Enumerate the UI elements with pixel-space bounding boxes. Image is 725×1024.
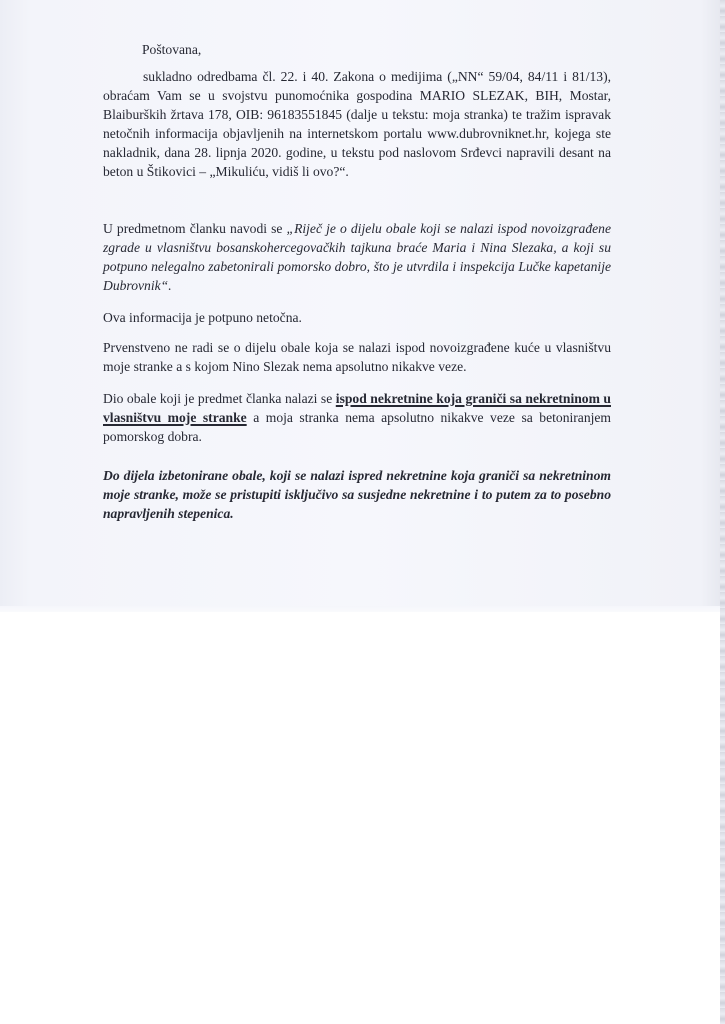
quoted-article-text: „Riječ je o dijelu obale koji se nalazi ispod novoizgrađene zgrade u vlasništvu bosanskohercegovačkih tajkuna braće Maria i Nina Slezaka, a koji su potpuno nelegalno zabetonirali pomorsko dobro, što je utvrdila i inspekcija Lučke kapetanije Dubrovnik“. xyxy=(103,221,611,293)
paragraph-second-correction-end: a moja stranka nema apsolutno nikakve veze sa betoniranjem pomorskog dobra. xyxy=(103,410,612,444)
paragraph-first-correction: Prvenstveno ne radi se o dijelu obale koja se nalazi ispod novoizgrađene kuće u vlasništvu moje stranke a s kojom Nino Slezak nema apsolutno nikakve veze. xyxy=(103,340,611,374)
page-right-edge xyxy=(720,0,725,1024)
paragraph-request: sukladno odredbama čl. 22. i 40. Zakona o medijima („NN“ 59/04, 84/11 i 81/13), obraćam Vam se u svojstvu punomoćnika gospodina MARIO SLEZAK, BIH, Mostar, Blaiburških žrtava 178, OIB: 96183551845 (dalje u tekstu: moja stranka) te tražim ispravak netočnih informacija objavljenih na internetskom portalu www.dubrovniknet.hr, kojega ste nakladnik, dana 28. lipnja 2020. godine, u tekstu pod naslovom Srđevci napravili desant na beton u Štikovici – „Mikuliću, vidiš li ovo?“. xyxy=(103,69,611,179)
underlined-emphasis: ispod nekretnine koja graniči sa nekretninom u vlasništvu moje stranke xyxy=(103,391,611,425)
paragraph-denial: Ova informacija je potpuno netočna. xyxy=(103,310,302,325)
letter-greeting: Poštovana, xyxy=(142,42,202,57)
paragraph-second-correction xyxy=(103,389,611,446)
paragraph-quoted-claim-intro: U predmetnom članku navodi se xyxy=(103,221,287,236)
paragraph-second-correction-start: Dio obale koji je predmet članka nalazi se xyxy=(103,391,336,406)
paragraph-access-statement: Do dijela izbetonirane obale, koji se nalazi ispred nekretnine koja graniči sa nekretninom moje stranke, može se pristupiti isključivo sa susjedne nekretnine i to putem za to posebno napravljenih stepenica. xyxy=(103,468,611,521)
paragraph-quoted-claim xyxy=(103,219,611,295)
blank-lower-area xyxy=(0,612,725,1024)
